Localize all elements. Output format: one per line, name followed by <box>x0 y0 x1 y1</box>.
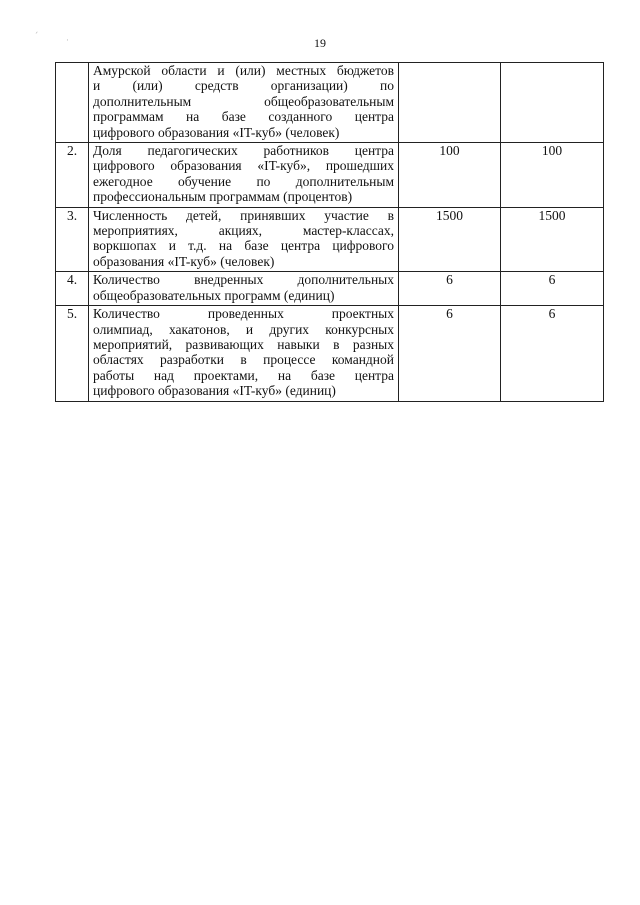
description-line: работы над проектами, на базе центра <box>93 367 394 383</box>
row-number <box>56 63 89 143</box>
page-number: 19 <box>314 36 326 50</box>
scan-speck: ´ <box>34 32 39 42</box>
description-line: дополнительным общеобразовательным <box>93 93 394 109</box>
indicator-description <box>89 207 399 272</box>
description-line: профессиональным программам (процентов) <box>93 189 353 205</box>
indicator-value-1: 1500 <box>399 207 501 272</box>
indicator-description <box>89 63 399 143</box>
table-row <box>56 272 604 306</box>
indicator-value-2: 1500 <box>501 207 604 272</box>
description-line: областях разработки в процессе командной <box>93 352 394 368</box>
table-row <box>56 207 604 272</box>
description-line: программам на базе созданного центра <box>93 109 394 125</box>
description-line: образования «IT-куб» (человек) <box>93 253 275 269</box>
indicator-value-2: 100 <box>501 143 604 208</box>
description-line: мероприятиях, акциях, мастер-классах, <box>93 223 394 239</box>
indicators-table-body <box>56 63 604 402</box>
row-number: 4. <box>56 272 89 306</box>
description-line: и (или) средств организации) по <box>93 78 394 94</box>
row-number: 2. <box>56 143 89 208</box>
indicators-table <box>55 62 604 402</box>
indicator-value-1 <box>399 63 501 143</box>
indicator-value-1: 6 <box>399 306 501 401</box>
row-number: 3. <box>56 207 89 272</box>
indicator-value-2: 6 <box>501 306 604 401</box>
indicator-value-1: 100 <box>399 143 501 208</box>
indicator-value-1: 6 <box>399 272 501 306</box>
description-line: олимпиад, хакатонов, и других конкурсных <box>93 321 394 337</box>
indicator-value-2 <box>501 63 604 143</box>
indicator-description <box>89 272 399 306</box>
row-number: 5. <box>56 306 89 401</box>
description-line: Количество проведенных проектных <box>93 306 394 322</box>
scan-speck: · <box>66 36 69 46</box>
description-line: мероприятий, развивающих навыки в разных <box>93 336 394 352</box>
description-line: цифрового образования «IT-куб» (человек) <box>93 124 340 140</box>
table-row <box>56 63 604 143</box>
indicator-description <box>89 143 399 208</box>
description-line: Доля педагогических работников центра <box>93 143 394 159</box>
description-line: цифрового образования «IT-куб» (единиц) <box>93 383 336 399</box>
indicator-value-2: 6 <box>501 272 604 306</box>
description-line: ежегодное обучение по дополнительным <box>93 173 394 189</box>
description-line: общеобразовательных программ (единиц) <box>93 287 335 303</box>
table-row <box>56 143 604 208</box>
table-row <box>56 306 604 401</box>
description-line: Амурской области и (или) местных бюджетов <box>93 63 394 78</box>
indicator-description <box>89 306 399 401</box>
description-line: Количество внедренных дополнительных <box>93 272 394 288</box>
description-line: цифрового образования «IT-куб», прошедших <box>93 158 394 174</box>
description-line: воркшопах и т.д. на базе центра цифрового <box>93 238 394 254</box>
description-line: Численность детей, принявших участие в <box>93 207 394 223</box>
